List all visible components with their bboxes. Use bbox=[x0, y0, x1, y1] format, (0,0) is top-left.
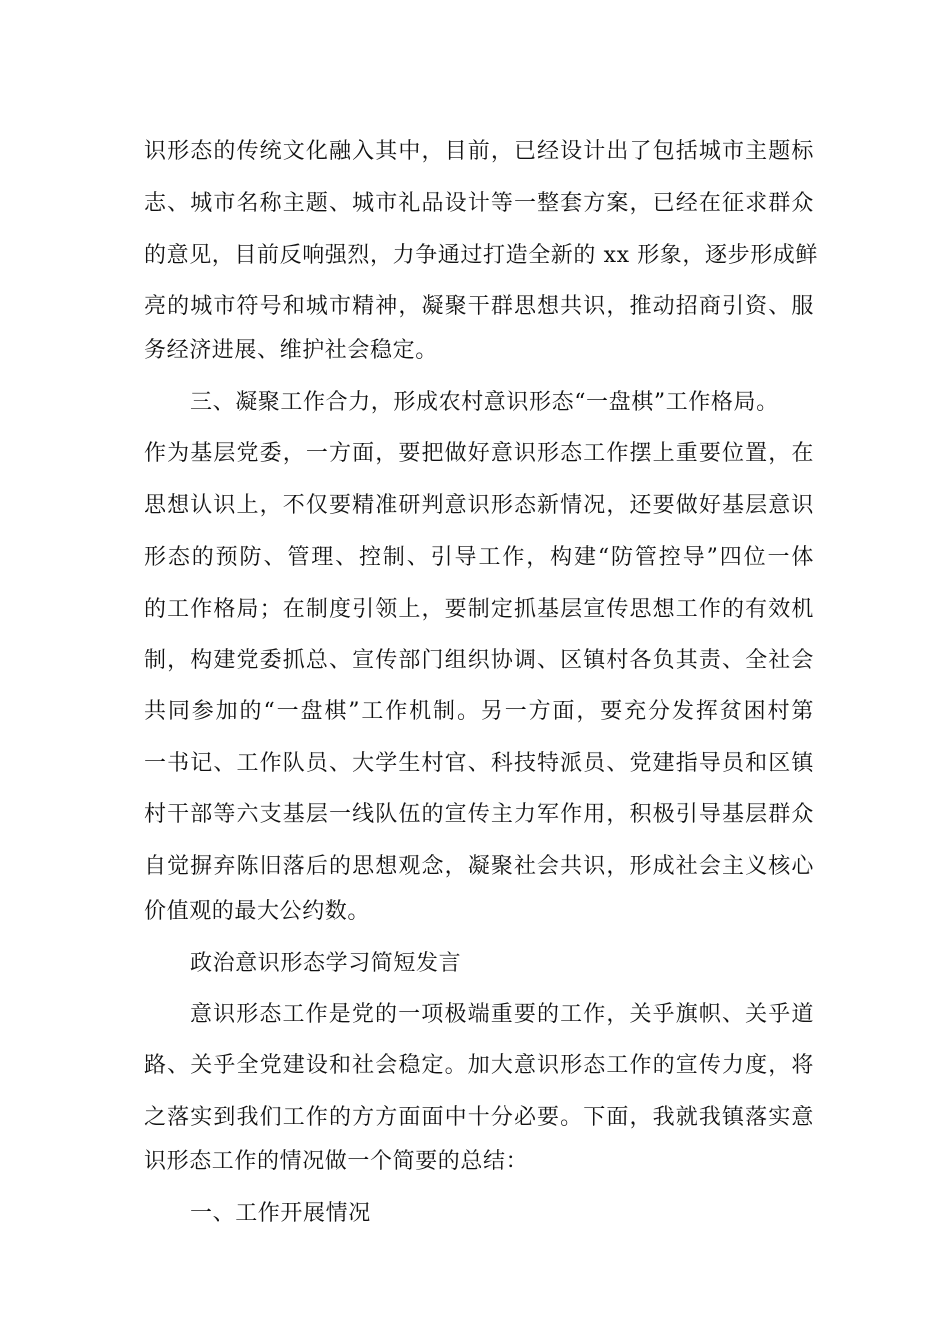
paragraph-line: 制，构建党委抓总、宣传部门组织协调、区镇村各负其责、全社会 bbox=[144, 648, 814, 673]
paragraph-line: 价值观的最大公约数。 bbox=[144, 899, 371, 924]
paragraph-line: 思想认识上，不仅要精准研判意识形态新情况，还要做好基层意识 bbox=[144, 493, 814, 518]
paragraph-line: 形态的预防、管理、控制、引导工作，构建“防管控导”四位一体 bbox=[144, 545, 814, 570]
paragraph-line: 村干部等六支基层一线队伍的宣传主力军作用，积极引导基层群众 bbox=[144, 802, 814, 827]
paragraph-line: 路、关乎全党建设和社会稳定。加大意识形态工作的宣传力度，将 bbox=[144, 1053, 814, 1078]
paragraph-line: 识形态的传统文化融入其中，目前，已经设计出了包括城市主题标 bbox=[144, 139, 814, 164]
paragraph-line: 务经济进展、维护社会稳定。 bbox=[144, 338, 438, 363]
paragraph-line: 志、城市名称主题、城市礼品设计等一整套方案，已经在征求群众 bbox=[144, 191, 814, 216]
paragraph-line: 自觉摒弃陈旧落后的思想观念，凝聚社会共识，形成社会主义核心 bbox=[144, 854, 814, 879]
section-heading: 一、工作开展情况 bbox=[190, 1201, 371, 1226]
section-heading: 三、凝聚工作合力，形成农村意识形态“一盘棋”工作格局。 bbox=[190, 390, 779, 415]
document-title: 政治意识形态学习简短发言 bbox=[190, 951, 462, 976]
paragraph-line: 意识形态工作是党的一项极端重要的工作，关乎旗帜、关乎道 bbox=[190, 1002, 814, 1027]
paragraph-line: 的工作格局；在制度引领上，要制定抓基层宣传思想工作的有效机 bbox=[144, 597, 814, 622]
paragraph-line: 亮的城市符号和城市精神，凝聚干群思想共识，推动招商引资、服 bbox=[144, 294, 814, 319]
paragraph-line: 的意见，目前反响强烈，力争通过打造全新的 xx 形象，逐步形成鲜 bbox=[144, 243, 819, 268]
paragraph-line: 识形态工作的情况做一个简要的总结： bbox=[144, 1149, 529, 1174]
paragraph-line: 之落实到我们工作的方方面面中十分必要。下面，我就我镇落实意 bbox=[144, 1105, 814, 1130]
paragraph-line: 一书记、工作队员、大学生村官、科技特派员、党建指导员和区镇 bbox=[144, 751, 814, 776]
paragraph-line: 作为基层党委，一方面，要把做好意识形态工作摆上重要位置，在 bbox=[144, 441, 814, 466]
paragraph-line: 共同参加的“一盘棋”工作机制。另一方面，要充分发挥贫困村第 bbox=[144, 699, 814, 724]
